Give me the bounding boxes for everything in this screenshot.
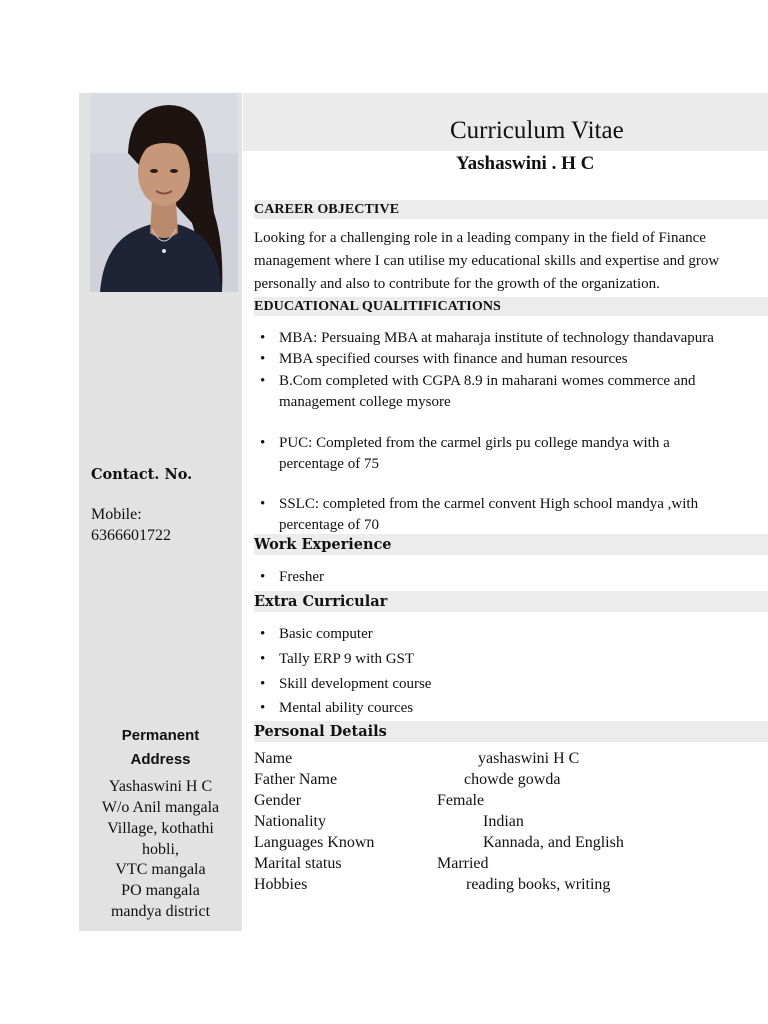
work-item: • Fresher [279, 567, 768, 588]
career-objective-heading: CAREER OBJECTIVE [254, 200, 768, 219]
candidate-name: Yashaswini . H C [456, 153, 595, 174]
personal-label-nationality: Nationality [254, 813, 326, 830]
contact-heading: Contact. No. [91, 466, 193, 483]
address-line: VTC mangala [115, 861, 206, 878]
personal-label-hobbies: Hobbies [254, 876, 308, 893]
work-experience-heading: Work Experience [254, 534, 768, 555]
sidebar [79, 93, 242, 931]
education-item: • MBA: Persuaing MBA at maharaja institute of technology thandavapura [279, 328, 768, 349]
address-line: Yashaswini H C [108, 778, 213, 795]
education-item: • PUC: Completed from the carmel girls pu college mandya with a percentage of 75 [260, 435, 670, 472]
resume-page [79, 93, 768, 931]
bullet-icon: • [260, 700, 266, 716]
personal-label-name: Name [254, 750, 293, 767]
extra-item: • Basic computer [279, 624, 768, 645]
personal-value-marital: Married [437, 855, 489, 872]
bullet-icon: • [260, 330, 266, 346]
education-item: • SSLC: completed from the carmel convent High school mandya ,with percentage of 70 [260, 496, 699, 533]
address-heading-line-1: Permanent [121, 727, 200, 744]
education-item: • MBA specified courses with finance and human resources [279, 349, 768, 370]
career-line: management where I can utilise my educational skills and expertise and grow [254, 253, 720, 269]
bullet-icon: • [260, 626, 266, 642]
personal-value-languages: Kannada, and English [483, 834, 624, 851]
personal-value-name: yashaswini H C [478, 750, 580, 767]
education-heading: EDUCATIONAL QUALITIFICATIONS [254, 297, 768, 316]
bullet-icon: • [260, 676, 266, 692]
personal-value-gender: Female [437, 792, 485, 809]
bullet-icon: • [260, 435, 266, 451]
bullet-icon: • [260, 351, 266, 367]
address-line: hobli, [142, 841, 179, 858]
document-title: Curriculum Vitae [450, 117, 624, 144]
personal-details-heading: Personal Details [254, 721, 768, 742]
extra-item: • Mental ability cources [279, 698, 768, 719]
address-line: PO mangala [121, 882, 200, 899]
mobile-label: Mobile: [91, 506, 142, 523]
personal-value-father: chowde gowda [464, 771, 561, 788]
bullet-icon: • [260, 373, 266, 389]
personal-value-hobbies: reading books, writing [466, 876, 611, 893]
main-content [243, 93, 768, 931]
bullet-icon: • [260, 496, 266, 512]
career-line: Looking for a challenging role in a leading company in the field of Finance [254, 230, 706, 246]
personal-label-languages: Languages Known [254, 834, 375, 851]
career-objective-text [254, 227, 768, 296]
profile-photo-image [90, 93, 238, 292]
extra-item: • Tally ERP 9 with GST [279, 649, 768, 670]
bullet-icon: • [260, 569, 266, 585]
personal-label-gender: Gender [254, 792, 302, 809]
personal-label-marital: Marital status [254, 855, 342, 872]
extra-curricular-heading: Extra Curricular [254, 591, 768, 612]
extra-item: • Skill development course [279, 674, 768, 695]
mobile-number: 6366601722 [91, 527, 171, 544]
address-line: mandya district [110, 903, 211, 920]
address-line: W/o Anil mangala [101, 799, 220, 816]
career-line: personally and also to contribute for the growth of the organization. [254, 276, 660, 292]
profile-photo [90, 93, 238, 292]
address-heading-line-2: Address [130, 751, 191, 768]
bullet-icon: • [260, 651, 266, 667]
personal-value-nationality: Indian [483, 813, 524, 830]
personal-label-father: Father Name [254, 771, 338, 788]
education-item: • B.Com completed with CGPA 8.9 in maharani womes commerce and management college mysore [260, 373, 696, 410]
address-line: Village, kothathi [107, 820, 214, 837]
